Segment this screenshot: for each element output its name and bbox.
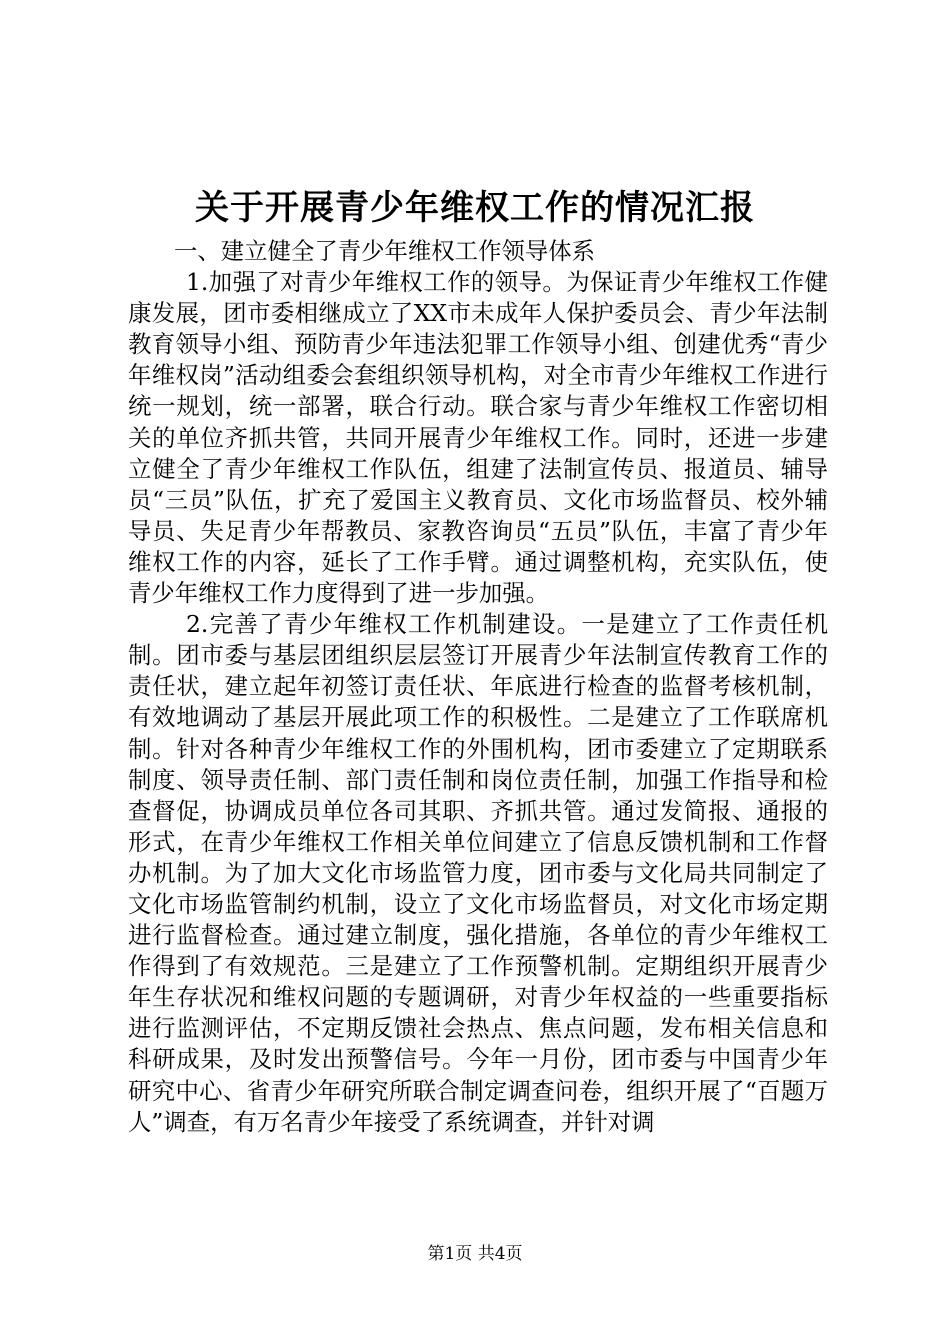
page-number-footer: 第1页 共4页	[427, 1244, 523, 1264]
paragraph-2: 2.完善了青少年维权工作机制建设。一是建立了工作责任机制。团市委与基层团组织层层签订开展青少年法制宣传教育工作的责任状，建立起年初签订责任状、年底进行检查的监督考核机制，有效地调动了基层开展此项工作的积极性。二是建立了工作联席机制。针对各种青少年维权工作的外围机构，团市委建立了定期联系制度、领导责任制、部门责任制和岗位责任制，加强工作指导和检查督促，协调成员单位各司其职、齐抓共管。通过发简报、通报的形式，在青少年维权工作相关单位间建立了信息反馈机制和工作督办机制。为了加大文化市场监管力度，团市委与文化局共同制定了文化市场监管制约机制，设立了文化市场监督员，对文化市场定期进行监督检查。通过建立制度，强化措施，各单位的青少年维权工作得到了有效规范。三是建立了工作预警机制。定期组织开展青少年生存状况和维权问题的专题调研，对青少年权益的一些重要指标进行监测评估，不定期反馈社会热点、焦点问题，发布相关信息和科研成果，及时发出预警信号。今年一月份，团市委与中国青少年研究中心、省青少年研究所联合制定调查问卷，组织开展了“百题万人”调查，有万名青少年接受了系统调查，并针对调	[128, 610, 828, 1136]
section-heading: 一、建立健全了青少年维权工作领导体系	[174, 237, 596, 265]
document-title: 关于开展青少年维权工作的情况汇报	[195, 188, 755, 228]
paragraph-1: 1.加强了对青少年维权工作的领导。为保证青少年维权工作健康发展，团市委相继成立了XX市未成年人保护委员会、青少年法制教育领导小组、预防青少年违法犯罪工作领导小组、创建优秀“青少年维权岗”活动组委会套组织领导机构，对全市青少年维权工作进行统一规划，统一部署，联合行动。联合家与青少年维权工作密切相关的单位齐抓共管，共同开展青少年维权工作。同时，还进一步建立健全了青少年维权工作队伍，组建了法制宣传员、报道员、辅导员“三员”队伍，扩充了爱国主义教育员、文化市场监督员、校外辅导员、失足青少年帮教员、家教咨询员“五员”队伍，丰富了青少年维权工作的内容，延长了工作手臂。通过调整机构，充实队伍，使青少年维权工作力度得到了进一步加强。	[128, 268, 828, 608]
document-body	[128, 236, 828, 1138]
